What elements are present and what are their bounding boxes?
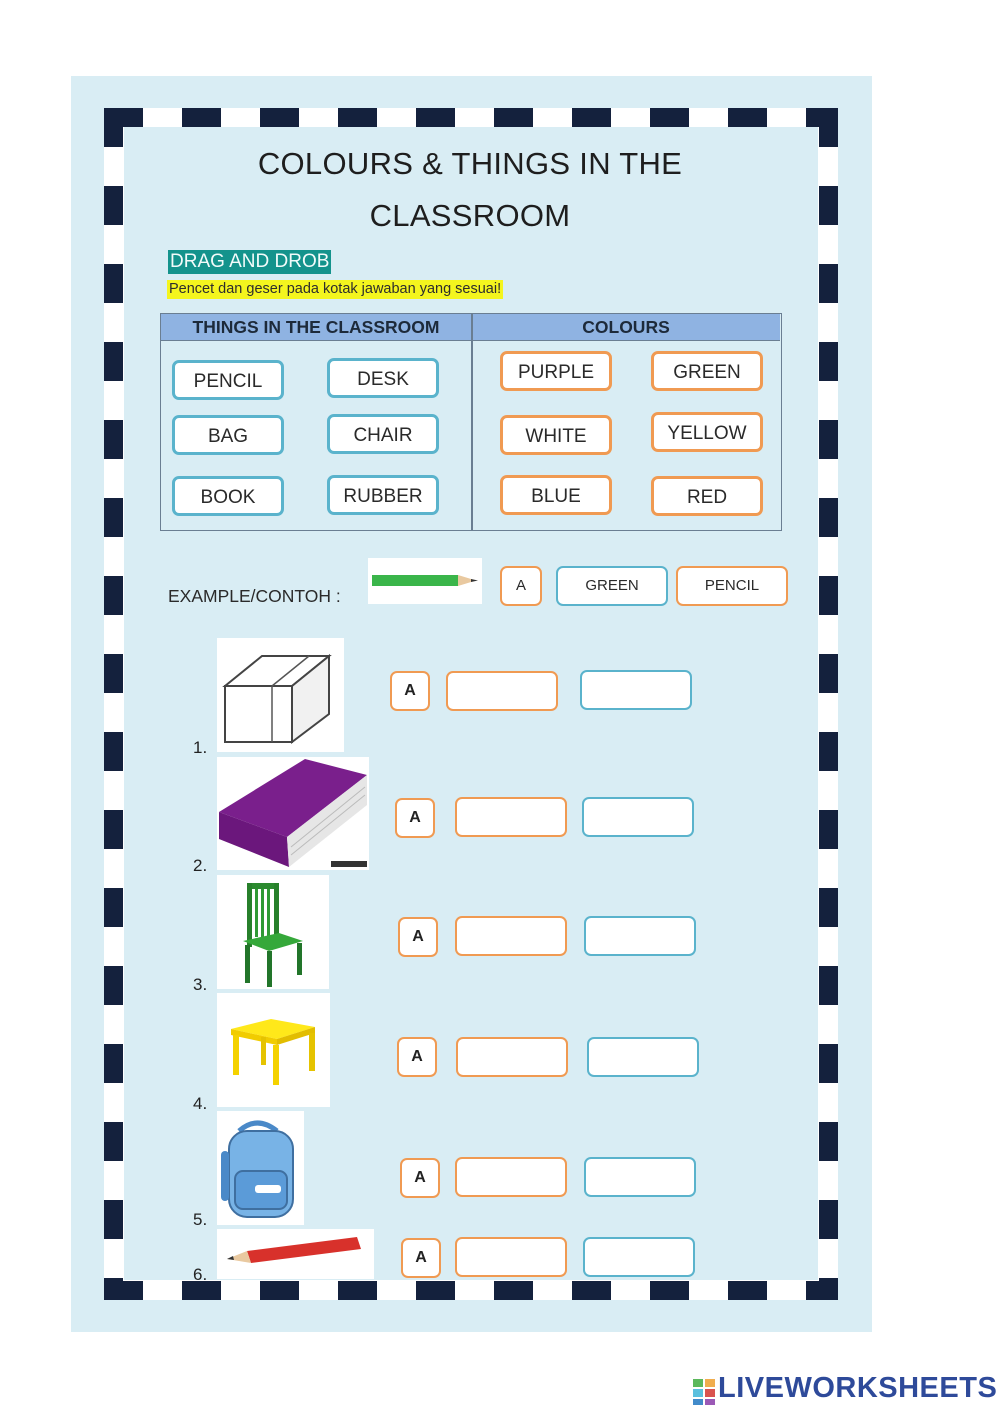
border-square bbox=[494, 1281, 533, 1300]
question-number: 4. bbox=[193, 1094, 208, 1113]
border-square bbox=[728, 108, 767, 127]
chip-thing-desk[interactable]: DESK bbox=[327, 358, 439, 398]
drop-slot-thing[interactable] bbox=[580, 670, 692, 710]
border-square bbox=[819, 342, 838, 381]
activity-type-tag: DRAG AND DROB bbox=[170, 251, 330, 272]
chip-thing-bag[interactable]: BAG bbox=[172, 415, 284, 455]
question-3-image bbox=[217, 875, 329, 989]
drop-slot-colour[interactable] bbox=[455, 1237, 567, 1277]
things-header: THINGS IN THE CLASSROOM bbox=[161, 314, 471, 341]
question-article-box: A bbox=[397, 1037, 437, 1077]
border-square bbox=[650, 108, 689, 127]
drop-slot-colour[interactable] bbox=[455, 797, 567, 837]
border-square bbox=[104, 966, 123, 1005]
border-square bbox=[650, 1281, 689, 1300]
border-square bbox=[819, 1122, 838, 1161]
border-square bbox=[182, 108, 221, 127]
border-square bbox=[260, 108, 299, 127]
border-square bbox=[104, 420, 123, 459]
rubber-eraser-icon bbox=[217, 638, 344, 752]
yellow-desk-icon bbox=[217, 993, 330, 1107]
border-square bbox=[104, 732, 123, 771]
question-1-image bbox=[217, 638, 344, 752]
instruction-text: Pencet dan geser pada kotak jawaban yang sesuai! bbox=[169, 281, 502, 297]
question-4-image bbox=[217, 993, 330, 1107]
border-square bbox=[104, 810, 123, 849]
border-square bbox=[572, 1281, 611, 1300]
chip-thing-pencil[interactable]: PENCIL bbox=[172, 360, 284, 400]
border-square bbox=[338, 108, 377, 127]
border-square bbox=[338, 1281, 377, 1300]
border-square bbox=[104, 1044, 123, 1083]
drop-slot-thing[interactable] bbox=[584, 916, 696, 956]
drop-slot-colour[interactable] bbox=[446, 671, 558, 711]
example-article-box: A bbox=[500, 566, 542, 606]
border-square bbox=[819, 108, 838, 147]
border-square bbox=[416, 108, 455, 127]
border-square bbox=[104, 654, 123, 693]
page-title-line-1: COLOURS & THINGS IN THE bbox=[257, 146, 683, 181]
question-number: 1. bbox=[193, 738, 208, 757]
purple-book-icon bbox=[217, 757, 369, 870]
border-square bbox=[104, 1278, 123, 1300]
drop-slot-thing[interactable] bbox=[584, 1157, 696, 1197]
chip-colour-blue[interactable]: BLUE bbox=[500, 475, 612, 515]
border-square bbox=[819, 576, 838, 615]
question-6-image bbox=[217, 1229, 374, 1279]
border-square bbox=[819, 888, 838, 927]
chip-thing-chair[interactable]: CHAIR bbox=[327, 414, 439, 454]
border-square bbox=[819, 420, 838, 459]
red-pencil-icon bbox=[217, 1229, 374, 1279]
question-number: 3. bbox=[193, 975, 208, 994]
border-square bbox=[819, 264, 838, 303]
question-number: 6. bbox=[193, 1265, 208, 1284]
border-square bbox=[104, 888, 123, 927]
column-divider bbox=[471, 314, 473, 530]
drop-slot-thing[interactable] bbox=[587, 1037, 699, 1077]
green-pencil-icon bbox=[368, 558, 482, 604]
page-title-line-2: CLASSROOM bbox=[369, 198, 571, 233]
brand-name: LIVEWORKSHEETS bbox=[718, 1372, 998, 1404]
question-5-image bbox=[217, 1111, 304, 1225]
example-label: EXAMPLE/CONTOH : bbox=[168, 586, 341, 606]
border-square bbox=[728, 1281, 767, 1300]
example-thing-box: PENCIL bbox=[676, 566, 788, 606]
border-square bbox=[819, 732, 838, 771]
border-square bbox=[104, 498, 123, 537]
chip-colour-red[interactable]: RED bbox=[651, 476, 763, 516]
border-square bbox=[104, 108, 123, 147]
chip-thing-rubber[interactable]: RUBBER bbox=[327, 475, 439, 515]
border-square bbox=[416, 1281, 455, 1300]
border-square bbox=[819, 186, 838, 225]
border-square bbox=[260, 1281, 299, 1300]
border-square bbox=[819, 654, 838, 693]
question-number: 5. bbox=[193, 1210, 208, 1229]
border-square bbox=[104, 186, 123, 225]
border-square bbox=[104, 342, 123, 381]
border-square bbox=[819, 966, 838, 1005]
border-square bbox=[104, 1122, 123, 1161]
drop-slot-thing[interactable] bbox=[582, 797, 694, 837]
example-green-pencil-image bbox=[368, 558, 482, 604]
chip-colour-yellow[interactable]: YELLOW bbox=[651, 412, 763, 452]
drop-slot-colour[interactable] bbox=[455, 916, 567, 956]
drop-slot-thing[interactable] bbox=[583, 1237, 695, 1277]
border-square bbox=[819, 1200, 838, 1239]
question-article-box: A bbox=[400, 1158, 440, 1198]
question-article-box: A bbox=[398, 917, 438, 957]
question-number: 2. bbox=[193, 856, 208, 875]
blue-bag-icon bbox=[217, 1111, 304, 1225]
question-2-image bbox=[217, 757, 369, 870]
border-square bbox=[104, 1200, 123, 1239]
border-square bbox=[572, 108, 611, 127]
liveworksheets-logo-icon bbox=[693, 1375, 717, 1407]
drop-slot-colour[interactable] bbox=[455, 1157, 567, 1197]
question-article-box: A bbox=[390, 671, 430, 711]
border-square bbox=[819, 1044, 838, 1083]
chip-colour-purple[interactable]: PURPLE bbox=[500, 351, 612, 391]
question-article-box: A bbox=[401, 1238, 441, 1278]
colours-header: COLOURS bbox=[472, 314, 780, 341]
question-article-box: A bbox=[395, 798, 435, 838]
border-square bbox=[819, 810, 838, 849]
border-square bbox=[104, 576, 123, 615]
chip-colour-green[interactable]: GREEN bbox=[651, 351, 763, 391]
chip-thing-book[interactable]: BOOK bbox=[172, 476, 284, 516]
drop-slot-colour[interactable] bbox=[456, 1037, 568, 1077]
chip-colour-white[interactable]: WHITE bbox=[500, 415, 612, 455]
example-colour-box: GREEN bbox=[556, 566, 668, 606]
border-square bbox=[819, 498, 838, 537]
green-chair-icon bbox=[217, 875, 329, 989]
border-square bbox=[104, 264, 123, 303]
border-square bbox=[819, 1278, 838, 1300]
border-square bbox=[494, 108, 533, 127]
